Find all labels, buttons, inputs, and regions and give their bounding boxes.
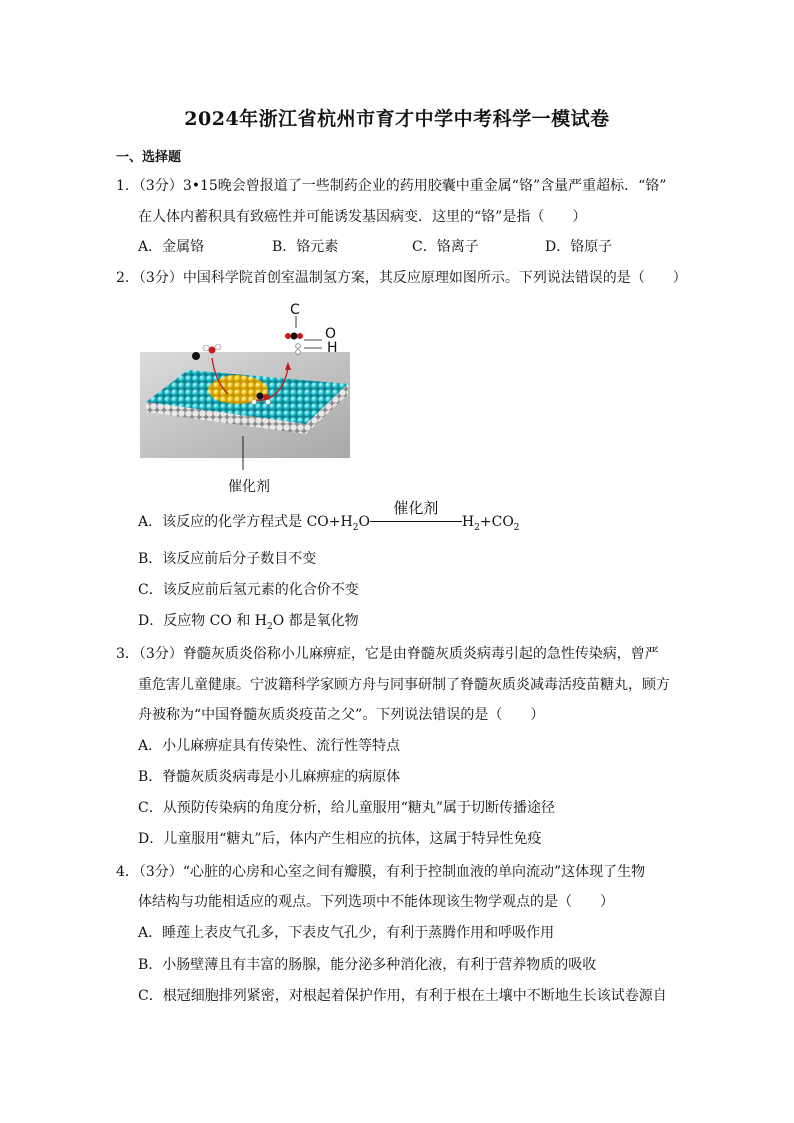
carbon-atom [192,352,200,360]
q4-option-a: A．睡莲上表皮气孔多，下表皮气孔少，有利于蒸腾作用和呼吸作用 [138,925,555,941]
page-title: 2024年浙江省杭州市育才中学中考科学一模试卷 [184,108,610,130]
q2-option-c: C．该反应前后氢元素的化合价不变 [138,582,359,598]
q1-option-b: B．铬元素 [272,239,339,255]
q4-option-b: B．小肠壁薄且有丰富的肠腺，能分泌多种消化液，有利于营养物质的吸收 [138,957,597,973]
q3-option-a: A．小儿麻痹症具有传染性、流行性等特点 [138,738,401,754]
figure-caption: 催化剂 [228,479,270,495]
figure-label-h: H [327,340,338,356]
q1-option-d: D．铬原子 [545,239,613,255]
q2-option-a: A．该反应的化学方程式是 $CO+H_2O$ 催化剂 $H_2+CO_2$ [138,512,520,538]
chemical-equation: $CO+H_2O$ 催化剂 $H_2+CO_2$ [306,499,520,533]
q2-option-b: B．该反应前后分子数目不变 [138,551,317,567]
q3-option-c: C．从预防传染病的角度分析，给儿童服用“糖丸”属于切断传播途径 [138,800,556,816]
q1-option-c: C．铬离子 [412,239,479,255]
q3-option-d: D．儿童服用“糖丸”后，体内产生相应的抗体，这属于特异性免疫 [138,831,542,847]
q2-option-d: D．反应物 CO 和 $H_2O$ 都是氧化物 [138,613,359,632]
q2-stem: 2．（3分）中国科学院首创室温制氢方案，其反应原理如图所示。下列说法错误的是（ ） [116,270,687,286]
section-heading: 一、选择题 [116,150,182,165]
hydrogen-atom [203,345,209,351]
q3-option-b: B．脊髓灰质炎病毒是小儿麻痹症的病原体 [138,769,401,785]
figure-label-o: O [325,326,337,342]
q4-stem-line2: 体结构与功能相适应的观点。下列选项中不能体现该生物学观点的是（ ） [138,894,614,910]
released-carbon [291,333,298,340]
q1-option-a: A．金属铬 [138,239,205,255]
q1-stem-line1: 1．（3分）3•15晚会曾报道了一些制药企业的药用胶囊中重金属“铬”含量严重超标．“铬” [116,178,667,194]
q4-option-c: C．根冠细胞排列紧密，对根起着保护作用，有利于根在土壤中不断地生长该试卷源自 [138,988,667,1004]
oxygen-atom [209,347,216,354]
q3-stem-line3: 舟被称为“中国脊髓灰质炎疫苗之父”。下列说法错误的是（ ） [138,707,545,723]
equation-arrow: 催化剂 [370,512,462,532]
q3-stem-line2: 重危害儿童健康。宁波籍科学家顾方舟与同事研制了脊髓灰质炎减毒活疫苗糖丸，顾方 [138,677,670,693]
q4-stem-line1: 4．（3分）“心脏的心房和心室之间有瓣膜，有利于控制血液的单向流动”这体现了生物 [116,864,646,880]
q1-stem-line2: 在人体内蓄积具有致癌性并可能诱发基因病变．这里的“铬”是指（ ） [138,209,587,225]
q3-stem-line1: 3．（3分）脊髓灰质炎俗称小儿麻痹症，它是由脊髓灰质炎病毒引起的急性传染病，曾严 [116,646,659,662]
figure-label-c: C [290,302,300,318]
